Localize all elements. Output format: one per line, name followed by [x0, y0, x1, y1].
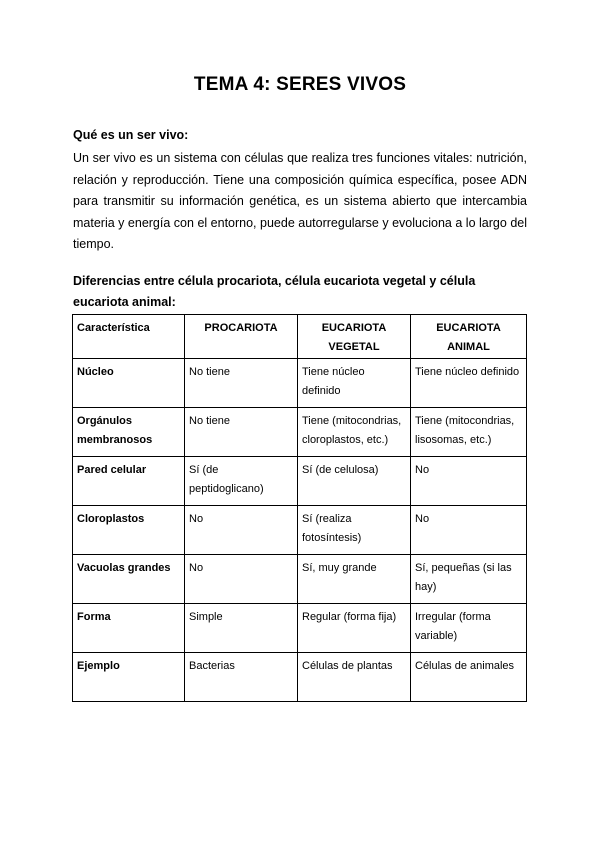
- table-row: [73, 555, 527, 604]
- cell-procariota: No: [185, 506, 298, 555]
- row-feature: Cloroplastos: [73, 506, 185, 555]
- cell-vegetal: Sí, muy grande: [298, 555, 411, 604]
- cell-procariota: Sí (de peptidoglicano): [185, 457, 298, 506]
- cell-procariota: Bacterias: [185, 653, 298, 702]
- column-header-procariota: PROCARIOTA: [185, 315, 298, 359]
- cell-vegetal: Regular (forma fija): [298, 604, 411, 653]
- page-title: TEMA 4: SERES VIVOS: [193, 74, 407, 95]
- row-feature: Orgánulos membranosos: [73, 408, 185, 457]
- table-row: [73, 604, 527, 653]
- row-feature: Vacuolas grandes: [73, 555, 185, 604]
- cell-animal: Tiene núcleo definido: [411, 359, 527, 408]
- cell-vegetal: Tiene (mitocondrias, cloroplastos, etc.): [298, 408, 411, 457]
- cell-vegetal: Tiene núcleo definido: [298, 359, 411, 408]
- intro-paragraph: Un ser vivo es un sistema con células que realiza tres funciones vitales: nutrición, relación y reproducción. Tiene una composición química específica, posee ADN para transmitir su información genética, es un sistema abierto que intercambia materia y energía con el entorno, puede autorregularse y evoluciona a lo largo del tiempo.: [73, 151, 527, 251]
- cell-vegetal: Sí (de celulosa): [298, 457, 411, 506]
- cell-procariota: No tiene: [185, 359, 298, 408]
- column-header-eucariota-animal: EUCARIOTA ANIMAL: [411, 315, 527, 359]
- table-row: [73, 457, 527, 506]
- row-feature: Pared celular: [73, 457, 185, 506]
- cell-animal: Sí, pequeñas (si las hay): [411, 555, 527, 604]
- cell-procariota: No tiene: [185, 408, 298, 457]
- row-feature: Ejemplo: [73, 653, 185, 702]
- comparison-table: [72, 314, 527, 702]
- table-header-row: [73, 315, 527, 359]
- cell-procariota: Simple: [185, 604, 298, 653]
- table-row: [73, 408, 527, 457]
- table-row: [73, 506, 527, 555]
- cell-animal: No: [411, 457, 527, 506]
- column-header-feature: Característica: [73, 315, 185, 359]
- cell-procariota: No: [185, 555, 298, 604]
- cell-animal: Irregular (forma variable): [411, 604, 527, 653]
- row-feature: Núcleo: [73, 359, 185, 408]
- table-row: [73, 653, 527, 702]
- column-header-eucariota-vegetal: EUCARIOTA VEGETAL: [298, 315, 411, 359]
- cell-animal: Células de animales: [411, 653, 527, 702]
- comparison-heading: Diferencias entre célula procariota, célula eucariota vegetal y célula eucariota animal:: [73, 274, 476, 309]
- table-row: [73, 359, 527, 408]
- cell-vegetal: Sí (realiza fotosíntesis): [298, 506, 411, 555]
- row-feature: Forma: [73, 604, 185, 653]
- intro-heading: Qué es un ser vivo:: [73, 128, 189, 142]
- cell-vegetal: Células de plantas: [298, 653, 411, 702]
- cell-animal: Tiene (mitocondrias, lisosomas, etc.): [411, 408, 527, 457]
- cell-animal: No: [411, 506, 527, 555]
